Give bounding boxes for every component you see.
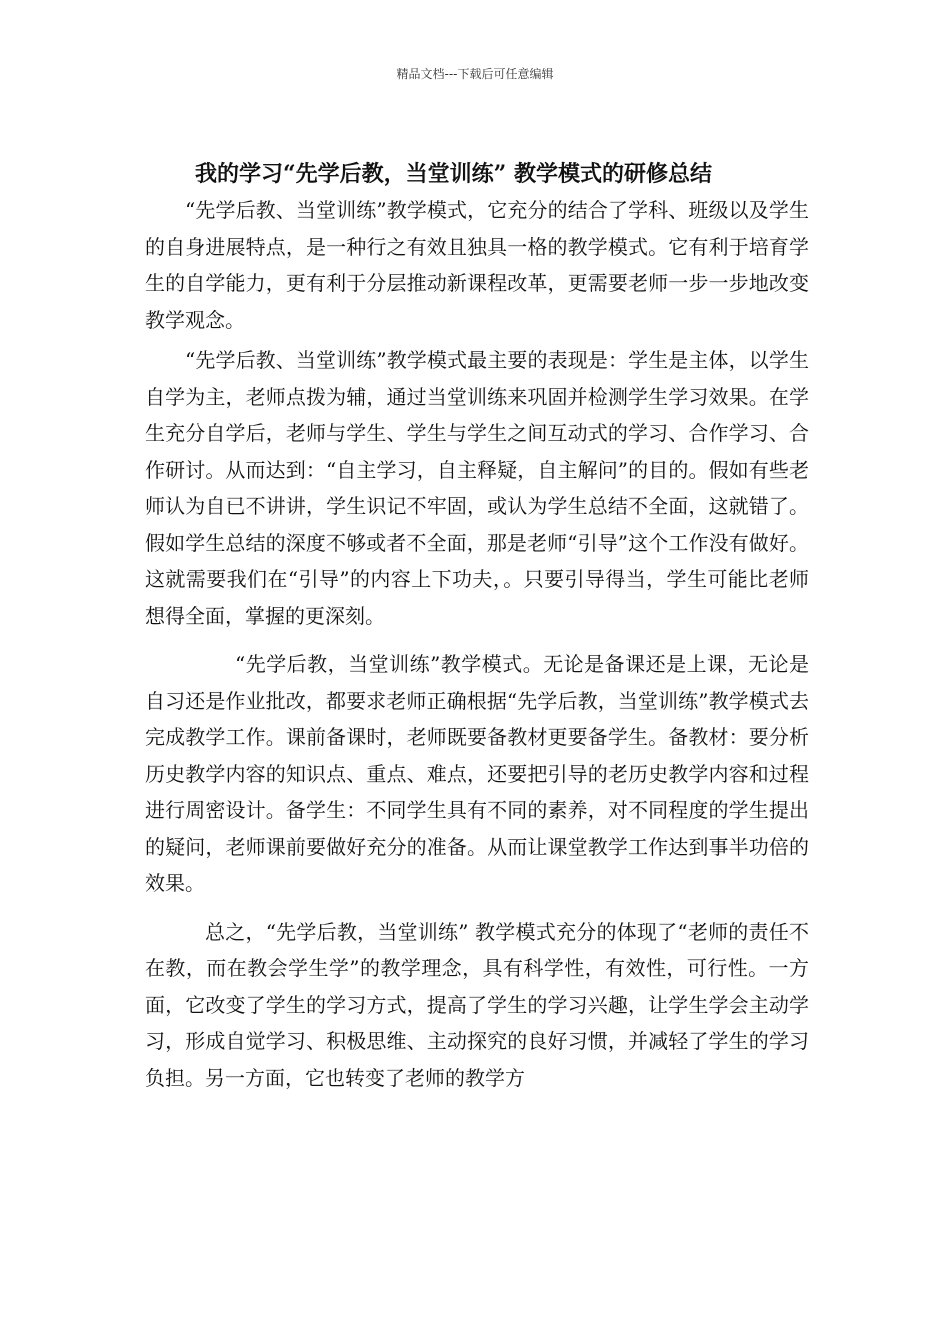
page-header: 精品文档---下载后可任意编辑 bbox=[396, 67, 554, 81]
document-title: 我的学习“先学后教，当堂训练” 教学模式的研修总结 bbox=[195, 161, 712, 187]
document-body bbox=[145, 192, 809, 1096]
paragraph-2: “先学后教、当堂训练”教学模式最主要的表现是：学生是主体，以学生自学为主，老师点拨为辅，通过当堂训练来巩固并检测学生学习效果。在学生充分自学后，老师与学生、学生与学生之间互动式的学习、合作学习、合作研讨。从而达到：“自主学习，自主释疑，自主解问”的目的。假如有些老师认为自已不讲讲，学生识记不牢固，或认为学生总结不全面，这就错了。假如学生总结的深度不够或者不全面，那是老师“引导”这个工作没有做好。这就需要我们在“引导”的内容上下功夫，。只要引导得当，学生可能比老师想得全面，掌握的更深刻。 bbox=[145, 348, 809, 628]
paragraph-3: “先学后教，当堂训练”教学模式。无论是备课还是上课，无论是自习还是作业批改，都要求老师正确根据“先学后教，当堂训练”教学模式去完成教学工作。课前备课时，老师既要备教材更要备学生。备教材：要分析历史教学内容的知识点、重点、难点，还要把引导的老历史教学内容和过程进行周密设计。备学生：不同学生具有不同的素养，对不同程度的学生提出的疑问，老师课前要做好充分的准备。从而让课堂教学工作达到事半功倍的效果。 bbox=[145, 652, 809, 895]
paragraph-4: 总之，“先学后教，当堂训练” 教学模式充分的体现了“老师的责任不在教，而在教会学生学”的教学理念，具有科学性，有效性，可行性。一方面，它改变了学生的学习方式，提高了学生的学习兴趣，让学生学会主动学习，形成自觉学习、积极思维、主动探究的良好习惯，并减轻了学生的学习负担。另一方面，它也转变了老师的教学方 bbox=[145, 919, 809, 1090]
paragraph-1: “先学后教、当堂训练”教学模式，它充分的结合了学科、班级以及学生的自身进展特点，是一种行之有效且独具一格的教学模式。它有利于培育学生的自学能力，更有利于分层推动新课程改革，更需要老师一步一步地改变教学观念。 bbox=[145, 198, 809, 332]
